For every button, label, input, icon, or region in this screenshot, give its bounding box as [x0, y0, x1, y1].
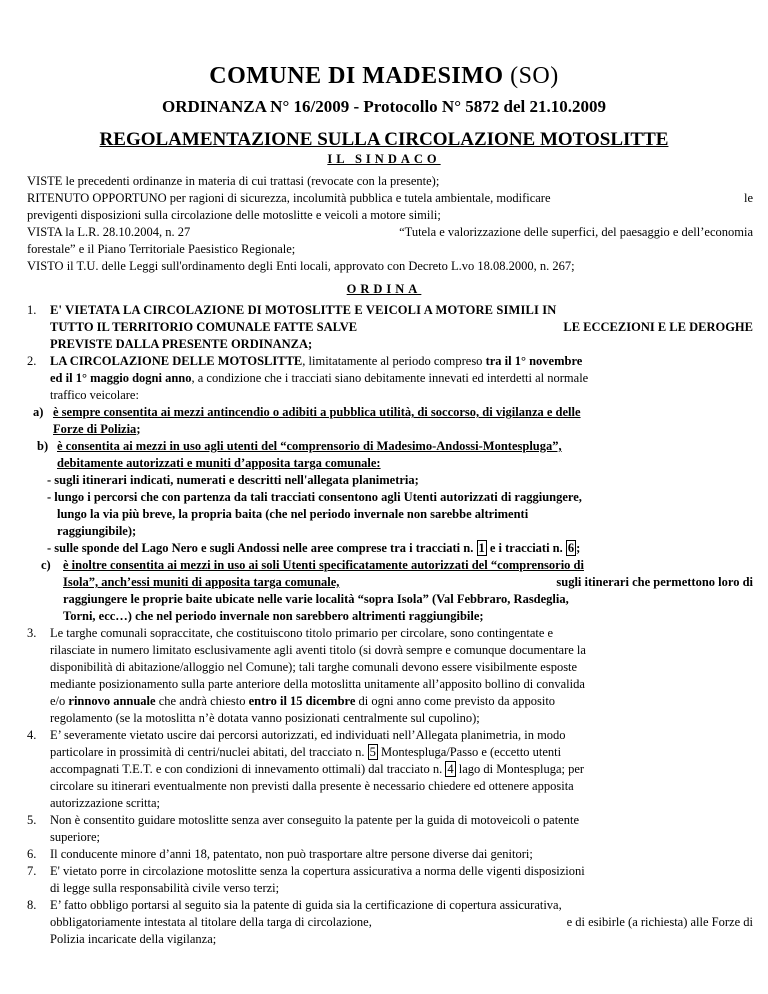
item-8-text: obbligatoriamente intestata al titolare della targa di circolazione, e di esibirle (a richiesta) alle Forze di: [50, 915, 753, 929]
ordinance-number-line: ORDINANZA N° 16/2009 - Protocollo N° 5872 del 21.10.2009: [162, 97, 606, 116]
item-3-text: Le targhe comunali sopraccitate, che costituiscono titolo primario per circolare, sono contingentate e: [50, 626, 554, 640]
item-number: 4.: [27, 728, 37, 742]
item-number: 5.: [27, 813, 37, 827]
commune-title: [0, 64, 768, 88]
item-number: 3.: [27, 626, 37, 640]
subitem-b-text: è consentita ai mezzi in uso agli utenti del “comprensorio di Madesimo-Andossi-Montespluga”,: [57, 439, 562, 453]
sindaco-heading: IL SINDACO: [327, 152, 441, 166]
subitem-a-text: è sempre consentita ai mezzi antincendio o adibiti a pubblica utilità, di soccorso, di vigilanza e delle: [53, 405, 581, 419]
item-4-text: particolare in prossimità di centri/nuclei abitati, del tracciato n. 5 Montespluga/Passo e (eccetto utenti: [50, 745, 562, 759]
preamble-line: VISTO il T.U. delle Leggi sull'ordinamento degli Enti locali, approvato con Decreto L.vo 18.08.2000, n. 267;: [27, 259, 575, 273]
item-5-text: superiore;: [50, 830, 100, 844]
item-8-text: Polizia incaricate della vigilanza;: [50, 932, 217, 946]
item-3-text: mediante posizionamento sulla parte anteriore della motoslitta unitamente all’apposito bollino di convalida: [50, 677, 585, 691]
subitem-label: b): [37, 439, 49, 453]
item-4-text: autorizzazione scritta;: [50, 796, 161, 810]
track-number-box: 1: [478, 541, 485, 555]
item-6-text: Il conducente minore d’anni 18, patentato, non può trasportare altre persone diverse dai genitori;: [50, 847, 533, 861]
item-7-text: E' vietato porre in circolazione motoslitte senza la copertura assicurativa a norma delle vigenti disposizioni: [50, 864, 585, 878]
item-number: 8.: [27, 898, 37, 912]
item-1-text: E' VIETATA LA CIRCOLAZIONE DI MOTOSLITTE E VEICOLI A MOTORE SIMILI IN: [50, 303, 557, 317]
track-number-box: 4: [447, 762, 454, 776]
preamble-line: RITENUTO OPPORTUNO per ragioni di sicurezza, incolumità pubblica e tutela ambientale, modificare le: [27, 191, 753, 205]
ordinance-subject: REGOLAMENTAZIONE SULLA CIRCOLAZIONE MOTOSLITTE: [99, 129, 669, 150]
preamble-line: forestale” e il Piano Territoriale Paesistico Regionale;: [27, 242, 296, 256]
item-1-text: PREVISTE DALLA PRESENTE ORDINANZA;: [50, 337, 313, 351]
track-number-box: 5: [369, 745, 376, 759]
item-3-text: rilasciate in numero limitato esclusivamente agli aventi titolo (si dovrà sempre e comunque documentare la: [50, 643, 586, 657]
province: (SO): [510, 63, 559, 89]
item-7-text: di legge sulla responsabilità civile verso terzi;: [50, 881, 280, 895]
item-number: 1.: [27, 303, 37, 317]
preamble-line: VISTE le precedenti ordinanze in materia di cui trattasi (revocate con la presente);: [27, 174, 440, 188]
dash-item: - sugli itinerari indicati, numerati e descritti nell'allegata planimetria;: [47, 473, 419, 487]
item-5-text: Non è consentito guidare motoslitte senza aver conseguito la patente per la guida di motoveicoli o patente: [50, 813, 579, 827]
preamble-line: previgenti disposizioni sulla circolazione delle motoslitte e veicoli a motore simili;: [27, 208, 441, 222]
preamble-line: VISTA la L.R. 28.10.2004, n. 27 “Tutela e valorizzazione delle superfici, del paesaggio e dell’economia: [27, 225, 753, 239]
item-2-text: LA CIRCOLAZIONE DELLE MOTOSLITTE, limitatamente al periodo compreso tra il 1° novembre: [50, 354, 583, 368]
item-4-text: E’ severamente vietato uscire dai percorsi autorizzati, ed individuati nell’Allegata planimetria, in modo: [50, 728, 566, 742]
dash-item: raggiungibile);: [57, 524, 137, 538]
subitem-c-text: raggiungere le proprie baite ubicate nelle varie località “sopra Isola” (Val Febbraro, Rasdeglia,: [63, 592, 569, 606]
item-number: 2.: [27, 354, 37, 368]
item-8-text: E’ fatto obbligo portarsi al seguito sia la patente di guida sia la certificazione di copertura assicurativa,: [50, 898, 562, 912]
item-number: 6.: [27, 847, 37, 861]
item-1-text: TUTTO IL TERRITORIO COMUNALE FATTE SALVE LE ECCEZIONI E LE DEROGHE: [50, 320, 753, 334]
item-3-text: regolamento (se la motoslitta n’è dotata vanno posizionati centralmente sul cupolino);: [50, 711, 480, 725]
item-2-text: traffico veicolare:: [50, 388, 139, 402]
subitem-c-text: Isola”, anch’essi muniti di apposita targa comunale, sugli itinerari che permettono loro di: [63, 575, 753, 589]
dash-item: - sulle sponde del Lago Nero e sugli Andossi nelle aree comprese tra i tracciati n. 1 e i tracciati n. 6 ;: [47, 541, 581, 555]
subitem-b-text: debitamente autorizzati e muniti d’apposita targa comunale:: [57, 456, 381, 470]
subitem-c-text: è inoltre consentita ai mezzi in uso ai soli Utenti specificatamente autorizzati del “comprensorio di: [63, 558, 584, 572]
subitem-label: a): [33, 405, 44, 419]
item-4-text: accompagnati T.E.T. e con condizioni di innevamento ottimali) dal tracciato n. 4 lago di Montespluga; per: [50, 762, 585, 776]
item-3-text: disponibilità di abitazione/alloggio nel Comune); tali targhe comunali devono essere visibilmente esposte: [50, 660, 578, 674]
subitem-c-text: Torni, ecc…) che nel periodo invernale non sarebbero altrimenti raggiungibile;: [63, 609, 484, 623]
ordina-heading: ORDINA: [346, 282, 422, 296]
subitem-label: c): [41, 558, 51, 572]
dash-item: lungo la via più breve, la propria baita (che nel periodo invernale non sarebbe altrimenti: [57, 507, 529, 521]
item-number: 7.: [27, 864, 37, 878]
item-4-text: circolare su itinerari eventualmente non previsti dalla presente è necessario chiedere ed ottenere apposita: [50, 779, 574, 793]
dash-item: - lungo i percorsi che con partenza da tali tracciati consentono agli Utenti autorizzati di raggiungere,: [47, 490, 582, 504]
subitem-a-text: Forze di Polizia;: [53, 422, 141, 436]
commune-name: COMUNE DI MADESIMO: [209, 63, 504, 89]
item-3-text: e/o rinnovo annuale che andrà chiesto entro il 15 dicembre di ogni anno come previsto da apposito: [50, 694, 556, 708]
track-number-box: 6: [567, 541, 575, 555]
item-2-text: ed il 1° maggio dogni anno, a condizione che i tracciati siano debitamente innevati ed interdetti al normale: [50, 371, 589, 385]
